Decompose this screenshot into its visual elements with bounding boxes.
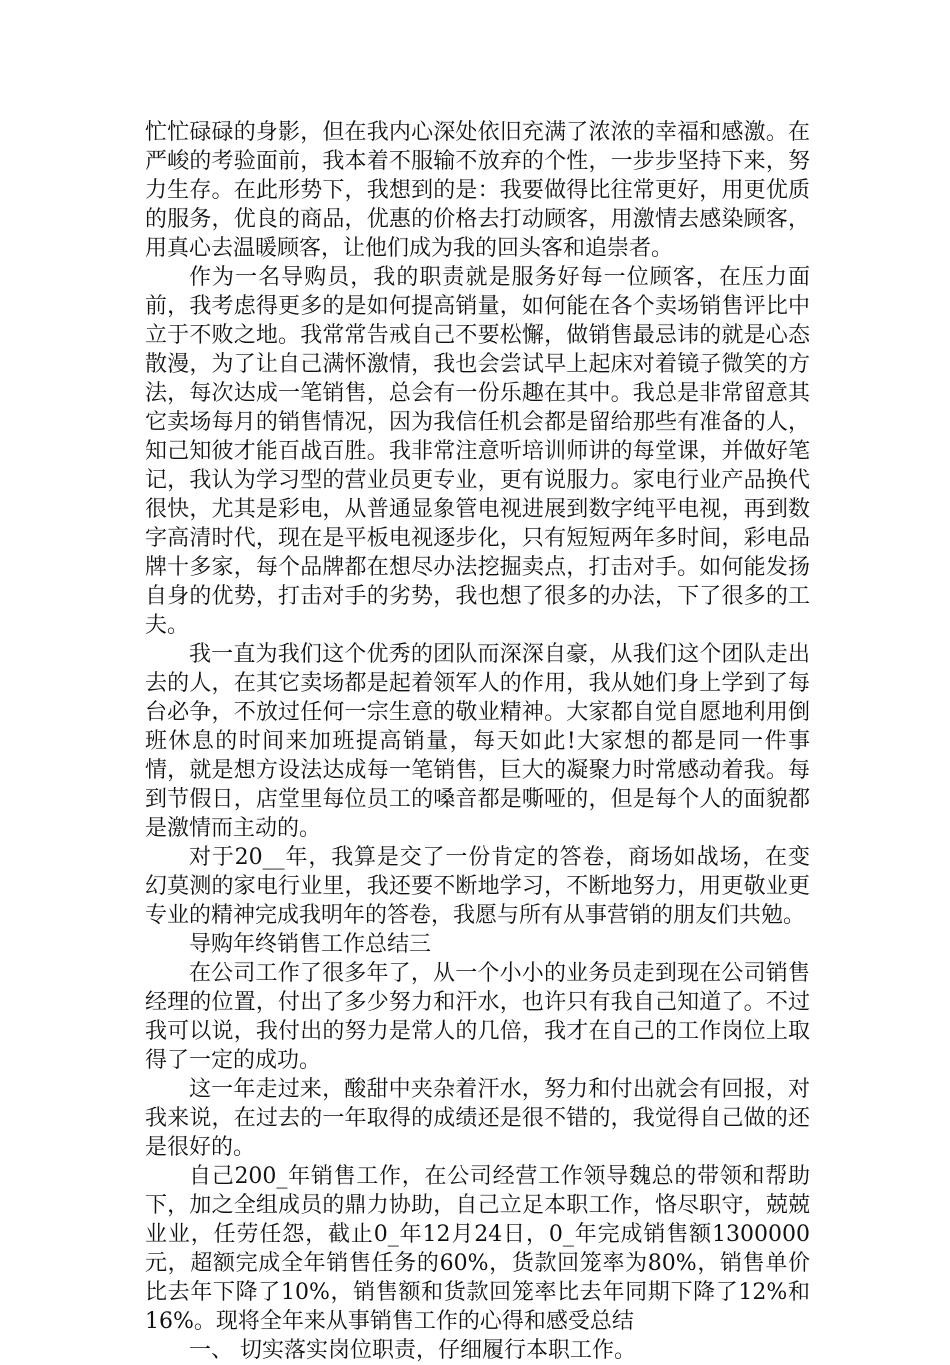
document-body — [145, 118, 810, 1365]
paragraph-sales-results: 自己200_年销售工作，在公司经营工作领导魏总的带领和帮助下，加之全组成员的鼎力协助，自己立足本职工作，恪尽职守，兢兢业业，任劳任怨，截止0_年12月24日，0_年完成销售额1300000元，超额完成全年销售任务的60%，货款回笼率为80%，销售单价比去年下降了10%，销售额和货款回笼率比去年同期下降了12%和16%。现将全年来从事销售工作的心得和感受总结 — [145, 1164, 810, 1334]
paragraph-team: 我一直为我们这个优秀的团队而深深自豪，从我们这个团队走出去的人，在其它卖场都是起着领军人的作用，我从她们身上学到了每台必争，不放过任何一宗生意的敬业精神。大家都自觉自愿地利用倒班休息的时间来加班提高销量，每天如此!大家想的都是同一件事情，就是想方设法达成每一笔销售，巨大的凝聚力时常感动着我。每到节假日，店堂里每位员工的嗓音都是嘶哑的，但是每个人的面貌都是激情而主动的。 — [145, 642, 810, 841]
paragraph-continuation: 忙忙碌碌的身影，但在我内心深处依旧充满了浓浓的幸福和感激。在严峻的考验面前，我本着不服输不放弃的个性，一步步坚持下来，努力生存。在此形势下，我想到的是：我要做得比往常更好，用更优质的服务，优良的商品，优惠的价格去打动顾客，用激情去感染顾客，用真心去温暖顾客，让他们成为我的回头客和追崇者。 — [145, 120, 810, 261]
paragraph-duties: 作为一名导购员，我的职责就是服务好每一位顾客，在压力面前，我考虑得更多的是如何提高销量，如何能在各个卖场销售评比中立于不败之地。我常常告戒自己不要松懈，做销售最忌讳的就是心态散漫，为了让自己满怀激情，我也会尝试早上起床对着镜子微笑的方法，每次达成一笔销售，总会有一份乐趣在其中。我总是非常留意其它卖场每月的销售情况，因为我信任机会都是留给那些有准备的人，知己知彼才能百战百胜。我非常注意听培训师讲的每堂课，并做好笔记，我认为学习型的营业员更专业，更有说服力。家电行业产品换代很快，尤其是彩电，从普通显象管电视进展到数字纯平电视，再到数字高清时代，现在是平板电视逐步化，只有短短两年多时间，彩电品牌十多家，每个品牌都在想尽办法挖掘卖点，打击对手。如何能发扬自身的优势，打击对手的劣势，我也想了很多的办法，下了很多的工夫。 — [145, 265, 810, 638]
paragraph-year-summary: 对于20__年，我算是交了一份肯定的答卷，商场如战场，在变幻莫测的家电行业里，我还要不断地学习，不断地努力，用更敬业更专业的精神完成我明年的答卷，我愿与所有从事营销的朋友们共勉。 — [145, 845, 810, 928]
paragraph-company-work: 在公司工作了很多年了，从一个小小的业务员走到现在公司销售经理的位置，付出了多少努力和汗水，也许只有我自己知道了。不过我可以说，我付出的努力是常人的几倍，我才在自己的工作岗位上取得了一定的成功。 — [145, 961, 810, 1073]
paragraph-year-reflection: 这一年走过来，酸甜中夹杂着汗水，努力和付出就会有回报，对我来说，在过去的一年取得的成绩还是很不错的，我觉得自己做的还是很好的。 — [145, 1077, 810, 1160]
section-title: 导购年终销售工作总结三 — [189, 932, 432, 957]
list-heading-1: 一、 切实落实岗位职责，仔细履行本职工作。 — [189, 1338, 636, 1363]
